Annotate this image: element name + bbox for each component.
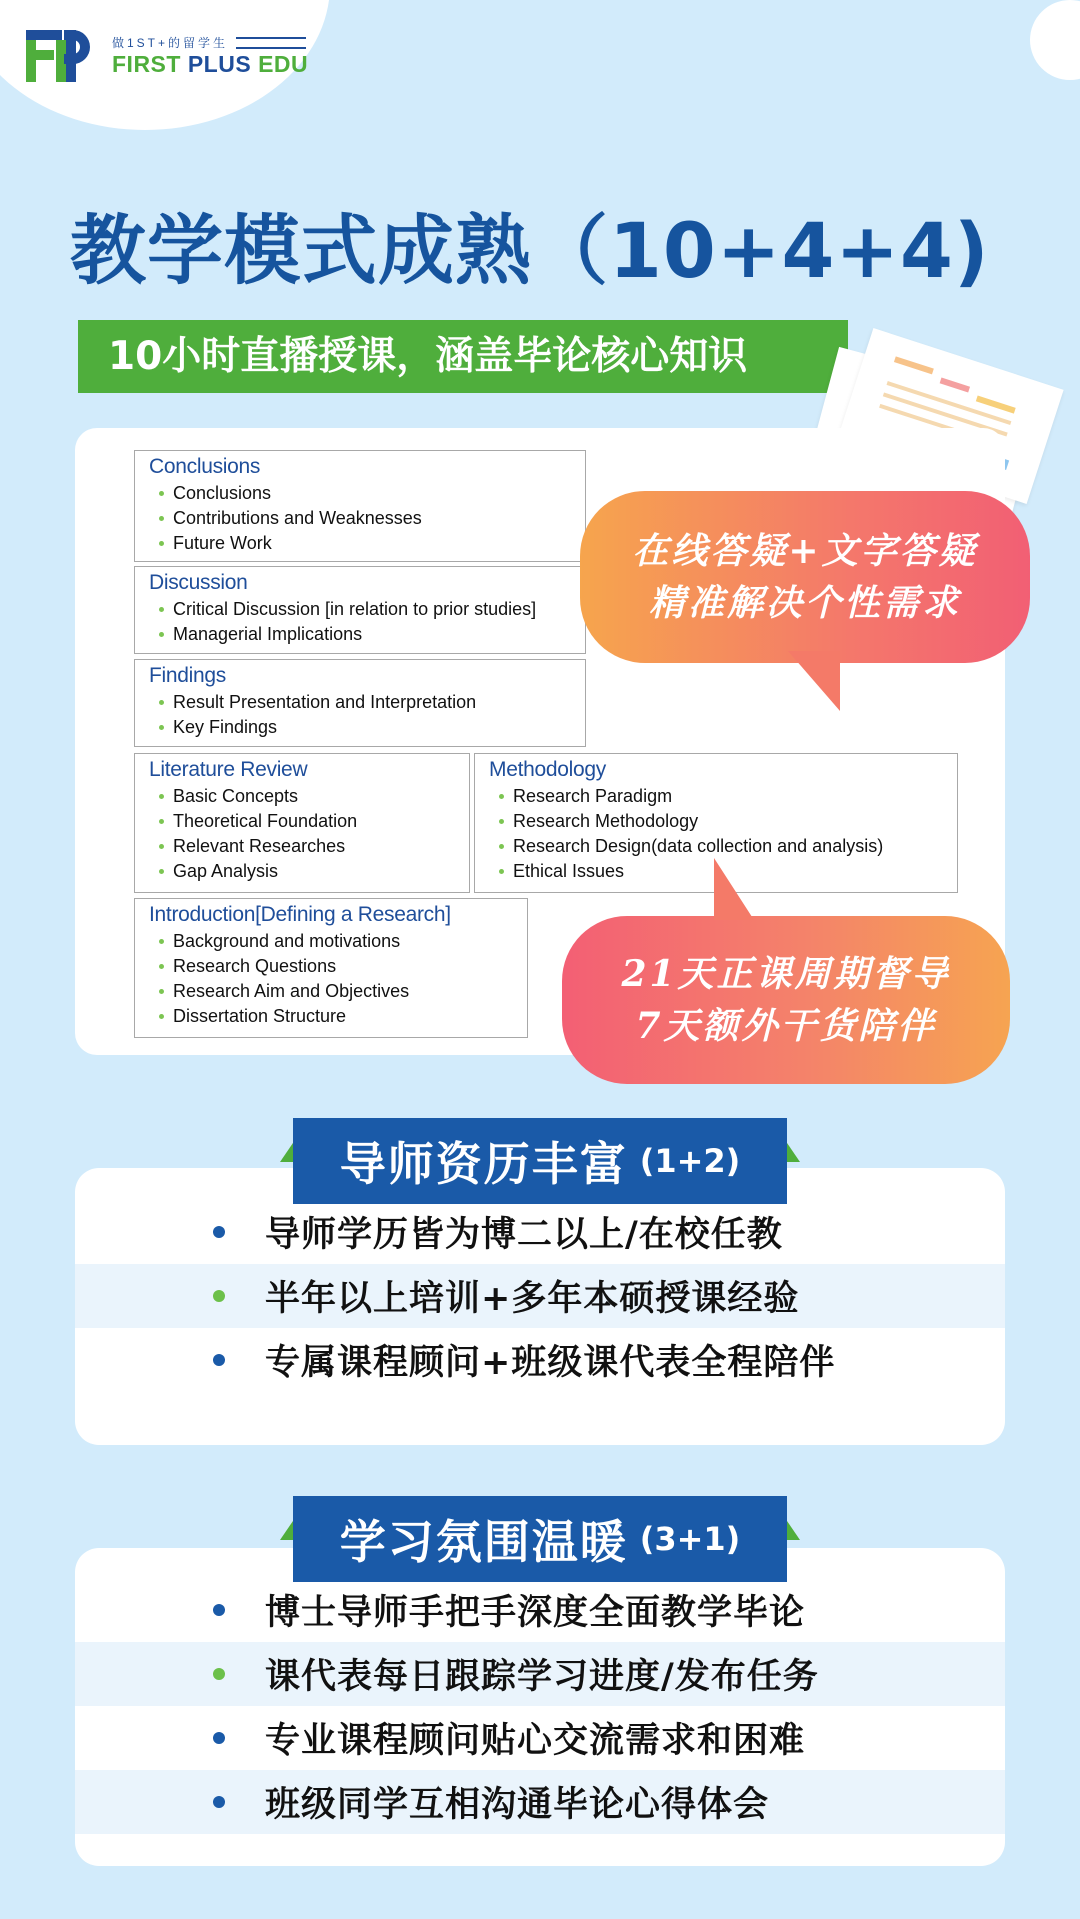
brand-text (112, 34, 308, 77)
bullet-dot (213, 1290, 225, 1302)
bullet-dot (159, 989, 164, 994)
tutors-list (75, 1200, 1005, 1392)
live-class-banner: 10小时直播授课，涵盖毕论核心知识 (78, 320, 848, 393)
list-item-text: Result Presentation and Interpretation (173, 692, 477, 712)
tutors-section-card (75, 1168, 1005, 1445)
atmosphere-suffix: (3+1) (639, 1520, 741, 1558)
bullet-dot (159, 1014, 164, 1019)
tutor-item-text: 专属课程顾问+班级课代表全程陪伴 (265, 1343, 836, 1383)
atmosphere-item-text: 课代表每日跟踪学习进度/发布任务 (265, 1657, 819, 1697)
list-item-text: Dissertation Structure (173, 1006, 347, 1026)
outline-findings-title: Findings (149, 664, 226, 687)
page-title: 教学模式成熟（10+4+4) (70, 206, 990, 295)
bullet-dot (159, 516, 164, 521)
atmosphere-item (75, 1770, 1005, 1834)
bullet-dot (159, 700, 164, 705)
list-item-text: Research Methodology (513, 811, 699, 831)
list-item (159, 715, 571, 740)
list-item-text: Critical Discussion [in relation to prior studies] (173, 599, 537, 619)
list-item-text: Key Findings (173, 717, 278, 737)
list-item-text: Research Paradigm (513, 786, 673, 806)
list-item (159, 531, 571, 556)
bullet-dot (159, 541, 164, 546)
slogan-rules (236, 37, 306, 49)
outline-methodology-title: Methodology (489, 758, 606, 781)
list-item-text: Managerial Implications (173, 624, 363, 644)
list-item (159, 690, 571, 715)
list-item-text: Gap Analysis (173, 861, 279, 881)
list-item (499, 784, 943, 809)
bullet-dot (213, 1668, 225, 1680)
tutors-ribbon-heading (280, 1118, 800, 1208)
tutor-item (75, 1264, 1005, 1328)
list-item (159, 1004, 513, 1029)
atmosphere-item (75, 1578, 1005, 1642)
bullet-dot (159, 964, 164, 969)
bullet-dot (159, 939, 164, 944)
outline-conclusions-title: Conclusions (149, 455, 261, 478)
bullet-dot (499, 794, 504, 799)
tutors-title: 导师资历丰富 (339, 1137, 628, 1191)
list-item (159, 784, 455, 809)
bullet-dot (159, 869, 164, 874)
brand-name (112, 51, 308, 77)
bullet-dot (499, 819, 504, 824)
atmosphere-item (75, 1706, 1005, 1770)
speech-bubble-tail (714, 858, 754, 920)
outline-discussion-title: Discussion (149, 571, 248, 594)
bullet-dot (159, 794, 164, 799)
atmosphere-list (75, 1578, 1005, 1834)
bullet-dot (213, 1796, 225, 1808)
list-item (499, 834, 943, 859)
tutors-ribbon (293, 1118, 787, 1204)
atmosphere-ribbon (293, 1496, 787, 1582)
brand-name-plus: PLUS (187, 51, 259, 78)
schedule-bubble-line2: 7天额外干货陪伴 (635, 1005, 937, 1047)
outline-findings (134, 659, 586, 747)
list-item (159, 506, 571, 531)
list-item-text: Ethical Issues (513, 861, 625, 881)
qa-speech-bubble (580, 491, 1030, 663)
bullet-dot (159, 607, 164, 612)
list-item (159, 834, 455, 859)
bullet-dot (213, 1732, 225, 1744)
outline-introduction-title: Introduction[Defining a Research] (149, 903, 451, 926)
bullet-dot (213, 1604, 225, 1616)
list-item (159, 954, 513, 979)
bullet-dot (159, 632, 164, 637)
bullet-dot (159, 725, 164, 730)
speech-bubble-tail (788, 651, 840, 711)
outline-literature-title: Literature Review (149, 758, 308, 781)
atmosphere-ribbon-heading (280, 1496, 800, 1586)
list-item-text: Future Work (173, 533, 272, 553)
atmosphere-item (75, 1642, 1005, 1706)
list-item-text: Research Questions (173, 956, 337, 976)
schedule-speech-bubble (562, 916, 1010, 1084)
brand-name-edu: EDU (258, 51, 309, 78)
atmosphere-section-card (75, 1548, 1005, 1866)
tutor-item-text: 半年以上培训+多年本硕授课经验 (265, 1279, 800, 1319)
tutor-item (75, 1328, 1005, 1392)
list-item-text: Background and motivations (173, 931, 401, 951)
fp-logo-icon (26, 30, 102, 82)
list-item (159, 481, 571, 506)
list-item-text: Relevant Researches (173, 836, 346, 856)
list-item (159, 809, 455, 834)
bullet-dot (159, 819, 164, 824)
brand-name-first: FIRST (112, 51, 188, 78)
list-item-text: Research Design(data collection and analysis) (513, 836, 884, 856)
bullet-dot (213, 1354, 225, 1366)
atmosphere-item-text: 博士导师手把手深度全面教学毕论 (265, 1593, 806, 1633)
tutor-item-text: 导师学历皆为博二以上/在校任教 (265, 1215, 783, 1255)
brand-logo (26, 30, 308, 82)
tutor-item (75, 1200, 1005, 1264)
list-item (159, 979, 513, 1004)
outline-conclusions (134, 450, 586, 562)
qa-bubble-line2: 精准解决个性需求 (648, 582, 961, 624)
bullet-dot (499, 844, 504, 849)
list-item-text: Research Aim and Objectives (173, 981, 410, 1001)
list-item (499, 809, 943, 834)
list-item (159, 622, 571, 647)
bullet-dot (159, 491, 164, 496)
list-item-text: Contributions and Weaknesses (173, 508, 422, 528)
schedule-bubble-line1: 21天正课周期督导 (621, 953, 951, 995)
brand-slogan (112, 34, 308, 51)
qa-bubble-line1: 在线答疑+文字答疑 (632, 530, 978, 572)
list-item (159, 597, 571, 622)
tutors-suffix: (1+2) (639, 1142, 741, 1180)
list-item-text: Conclusions (173, 483, 272, 503)
atmosphere-item-text: 班级同学互相沟通毕论心得体会 (265, 1785, 770, 1825)
list-item (159, 859, 455, 884)
atmosphere-title: 学习氛围温暖 (339, 1515, 628, 1569)
bullet-dot (499, 869, 504, 874)
list-item-text: Theoretical Foundation (173, 811, 358, 831)
list-item (159, 929, 513, 954)
outline-discussion (134, 566, 586, 654)
list-item-text: Basic Concepts (173, 786, 299, 806)
corner-decoration-right (1030, 0, 1080, 80)
outline-literature-review (134, 753, 470, 893)
outline-introduction (134, 898, 528, 1038)
bullet-dot (213, 1226, 225, 1238)
brand-slogan-text: 做1ST+的留学生 (112, 36, 229, 51)
bullet-dot (159, 844, 164, 849)
atmosphere-item-text: 专业课程顾问贴心交流需求和困难 (265, 1721, 806, 1761)
